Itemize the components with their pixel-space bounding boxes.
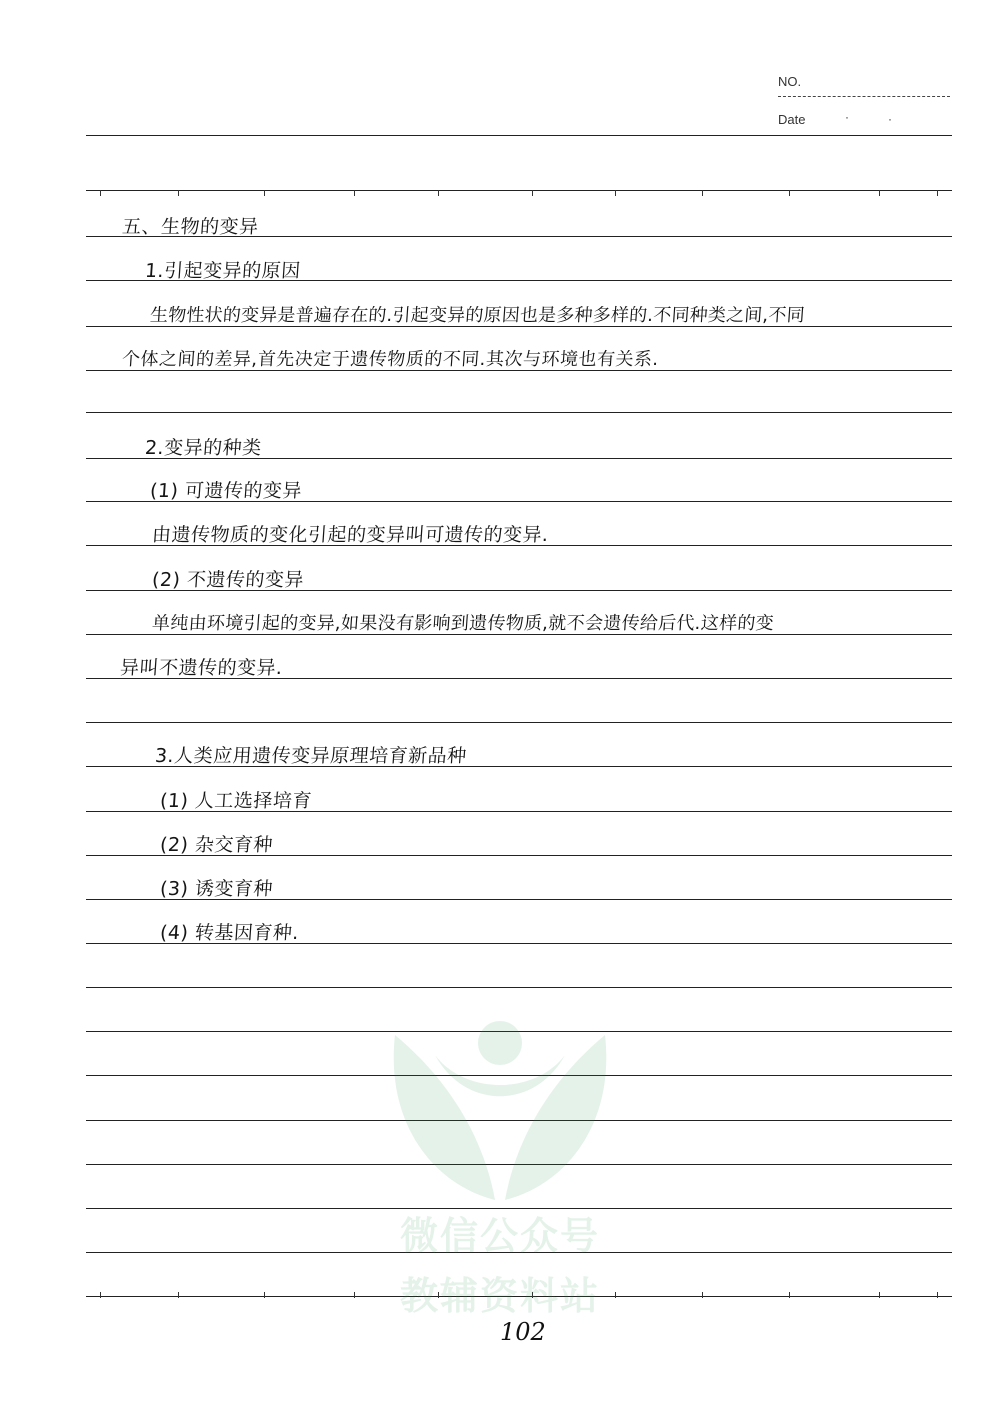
part3-title: 3.人类应用遗传变异原理培育新品种 — [154, 745, 468, 767]
watermark-text-line2: 教辅资料站 — [399, 1274, 600, 1318]
part2-sub1-text: 由遗传物质的变化引起的变异叫可遗传的变异. — [151, 524, 550, 546]
sprout-logo-icon — [375, 1015, 625, 1205]
part2-sub1-title: (1) 可遗传的变异 — [149, 480, 303, 502]
part1-title: 1.引起变异的原因 — [144, 260, 302, 282]
watermark — [375, 1015, 625, 1318]
no-label: NO. — [778, 74, 802, 89]
watermark-text-line1: 微信公众号 — [399, 1214, 600, 1258]
date-label: Date — [778, 112, 806, 127]
part2-sub2-text-line2: 异叫不遗传的变异. — [119, 657, 284, 679]
part3-item: (3) 诱变育种 — [159, 878, 274, 900]
tick-marks — [86, 190, 952, 196]
ruled-line — [86, 135, 952, 136]
part3-item: (1) 人工选择培育 — [159, 790, 313, 812]
no-dashed-line — [778, 96, 950, 97]
ruled-line — [86, 412, 952, 413]
ruled-line — [86, 722, 952, 723]
part3-item: (4) 转基因育种. — [159, 922, 300, 944]
date-separator-dot: · — [888, 112, 892, 126]
page-number: 102 — [500, 1318, 546, 1346]
part2-sub2-title: (2) 不遗传的变异 — [151, 569, 305, 591]
ruled-line — [86, 987, 952, 988]
date-separator-dot: · — [845, 110, 849, 124]
part3-item: (2) 杂交育种 — [159, 834, 274, 856]
part2-sub2-text-line1: 单纯由环境引起的变异,如果没有影响到遗传物质,就不会遗传给后代.这样的变 — [151, 613, 775, 634]
part1-text-line1: 生物性状的变异是普遍存在的.引起变异的原因也是多种多样的.不同种类之间,不同 — [149, 305, 806, 326]
part1-text-line2: 个体之间的差异,首先决定于遗传物质的不同.其次与环境也有关系. — [121, 349, 660, 370]
section-heading: 五、生物的变异 — [121, 216, 260, 238]
part2-title: 2.变异的种类 — [144, 437, 263, 459]
